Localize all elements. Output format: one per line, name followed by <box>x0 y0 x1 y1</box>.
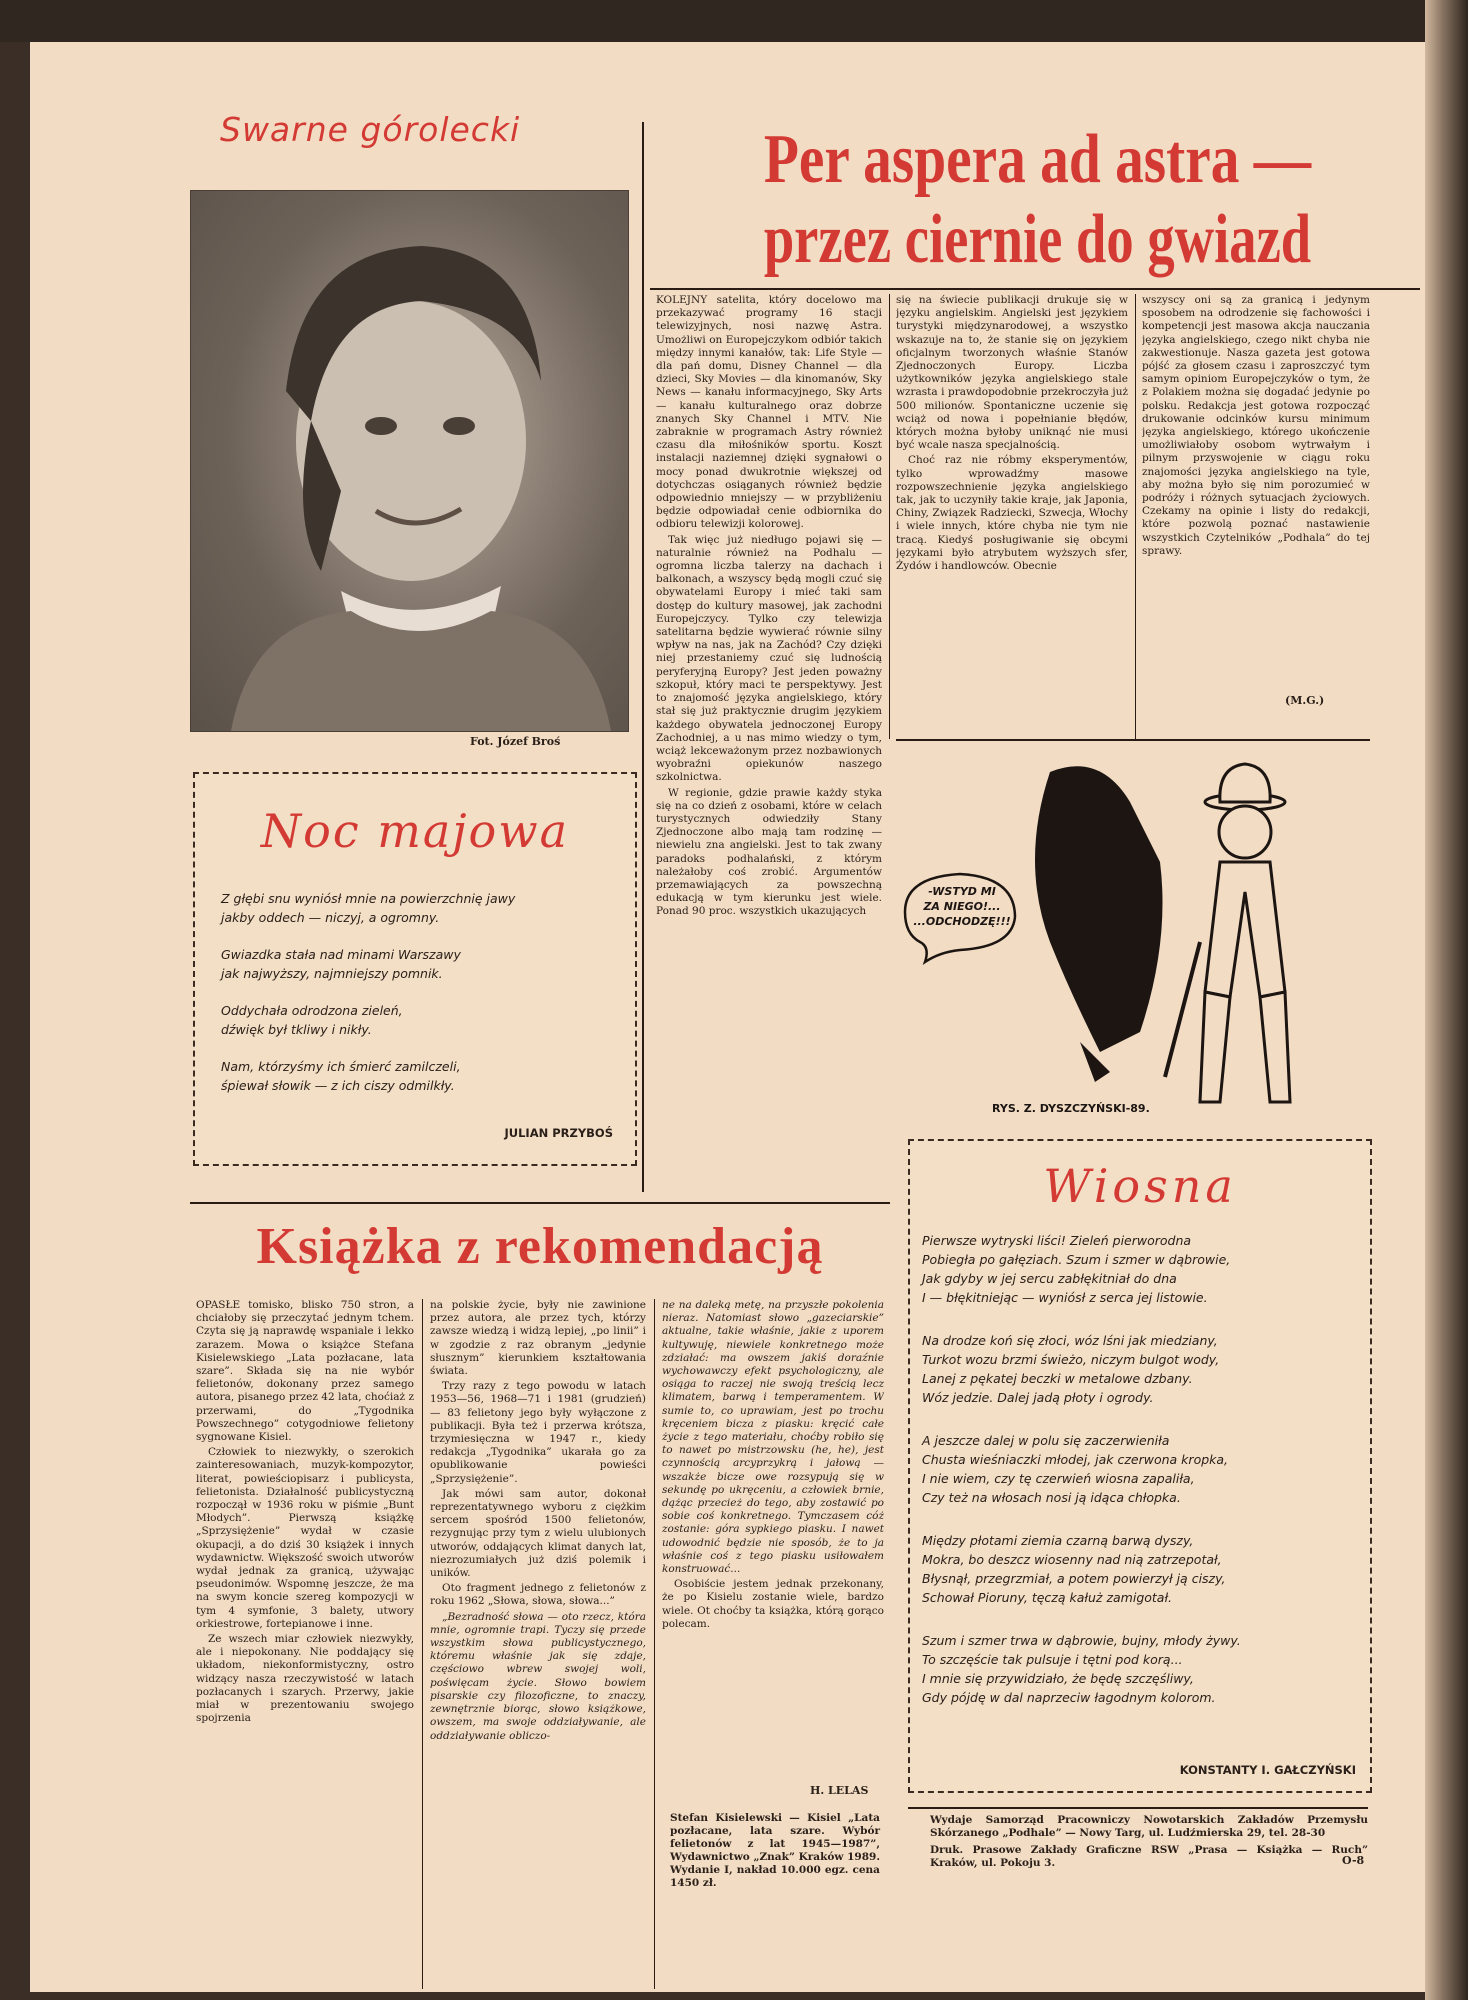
poem-line: Gdy pójdę w dal naprzeciw łagodnym kolorom. <box>922 1690 1216 1705</box>
poem-stanza <box>922 1431 1362 1507</box>
review-column-rule <box>654 1299 655 1989</box>
article-column-1 <box>656 294 882 1199</box>
review-column-2 <box>430 1299 646 1989</box>
poem-stanza <box>922 1531 1362 1607</box>
scan-binding-edge <box>1425 0 1468 2000</box>
poem-line: Chusta wieśniaczki młodej, jak czerwona kropka, <box>922 1452 1229 1467</box>
poem-stanza <box>221 889 621 927</box>
photo-section-title: Swarne górolecki <box>220 110 521 149</box>
article-column-2 <box>896 294 1128 734</box>
poem-line: śpiewał słowik — z ich ciszy odmilkły. <box>221 1078 455 1093</box>
poem-line: Nam, którzyśmy ich śmierć zamilczeli, <box>221 1059 461 1074</box>
paragraph: Człowiek to niezwykły, o szerokich zainteresowaniach, muzyk-kompozytor, literat, powieściopisarz i publicysta, felietonista. Działalność publicystyczną rozpoczął w 1936 roku w piśmie „Bunt Młodych”. Pierwszą książkę „Sprzysiężenie” wydał w czasie okupacji, a do dziś 30 książek i innych wydawnictw. Większość swoich utworów wydał jednak za granicą, używając pseudonimów. Wspomnę jeszcze, że ma na swym koncie szereg kompozycji w tym 4 symfonie, 3 balety, utwory orkiestrowe, fortepianowe i inne. <box>196 1446 414 1630</box>
poem-author: KONSTANTY I. GAŁCZYŃSKI <box>1179 1763 1356 1777</box>
speech-line-2: ZA NIEGO!... <box>923 900 1001 913</box>
paragraph: Oto fragment jednego z felietonów z roku 1962 „Słowa, słowa, słowa...” <box>430 1582 646 1608</box>
poem-line: Schował Pioruny, tęczą kałuż zamigotał. <box>922 1590 1173 1605</box>
paragraph: się na świecie publikacji drukuje się w języku angielskim. Angielski jest językiem turystyki międzynarodowej, a wszystko wskazuje na to, że stanie się on językiem oficjalnym tworzonych właśnie Stanów Zjednoczonych Europy. Liczba użytkowników języka angielskiego stale wzrasta i prawdopodobnie przekroczyła już 500 milionów. Spontaniczne uczenie się wciąż od nowa i popełnianie błędów, których można byłoby uniknąć nie musi być wcale nasza specjalnością. <box>896 294 1128 452</box>
poem-line: Oddychała odrodzona zieleń, <box>221 1003 403 1018</box>
imprint-rule <box>908 1807 1368 1809</box>
poem-line: Pobiegła po gałęziach. Szum i szmer w dąbrowie, <box>922 1252 1231 1267</box>
headline-line-1: Per aspera ad astra — <box>763 121 1312 198</box>
review-column-3 <box>662 1299 884 1779</box>
paragraph: Ze wszech miar człowiek niezwykły, ale i niepokonany. Nie poddający się układom, niekonformistyczny, ostro widzący nasza rzeczywistość w latach pozłacanych i szarych. Przerwy, jakie miał w prezentowaniu swojego spojrzenia <box>196 1633 414 1725</box>
paragraph: W regionie, gdzie prawie każdy styka się na co dzień z osobami, które w celach turystycznych odwiedziły Stany Zjednoczone albo mają tam rodzinę — niewielu zna angielski. Jest to tak zwany paradoks podhalański, z którym należałoby coś zrobić. Argumentów przemawiających za powszechną edukacją w tym kierunku jest wiele. Ponad 90 proc. wszystkich ukazujących <box>656 786 882 918</box>
paragraph: Trzy razy z tego powodu w latach 1953—56, 1968—71 i 1981 (grudzień) — 83 felietony jego były wyłączone z publikacji. Była też i przerwa krótsza, trzymiesięczna w 1947 r., kiedy redakcja „Tygodnika” ukarała go za opublikowanie powieści „Sprzysiężenie”. <box>430 1380 646 1485</box>
poem-line: Między płotami ziemia czarną barwą dyszy, <box>922 1533 1194 1548</box>
poem-title: Noc majowa <box>260 804 570 858</box>
poem-line: jak najwyższy, najmniejszy pomnik. <box>221 966 443 981</box>
review-signature: H. LELAS <box>810 1784 869 1797</box>
poem-line: A jeszcze dalej w polu się zaczerwieniła <box>922 1433 1170 1448</box>
paragraph: „Bezradność słowa — oto rzecz, która mnie, ogromnie trapi. Tyczy się przede wszystkim słowa publicystycznego, któremu właśnie jak się zdaje, częściowo wbrew swojej woli, poświęcam życie. Słowo bowiem pisarskie czy filozoficzne, to znaczy, zewnętrznie biorąc, słowo książkowe, owszem, ma swoje oddziaływanie, ale oddziaływanie obliczo- <box>430 1610 646 1742</box>
poem-box-wiosna <box>908 1139 1372 1793</box>
speech-line-3: ...ODCHODZĘ!!! <box>913 915 1011 928</box>
article-top-rule <box>650 288 1420 290</box>
paragraph: KOLEJNY satelita, który docelowo ma przekazywać programy 16 stacji telewizyjnych, nosi nazwę Astra. Umożliwi on Europejczykom odbiór takich między innymi kanałów, tak: Life Style — dla pań domu, Disney Channel — dla dzieci, Sky Movies — dla kinomanów, Sky News — kanału informacyjnego, Sky Arts — kanału kulturalnego oraz dobrze znanych Sky Channel i MTV. Nie zabraknie w programach Astry również czasu dla miłośników sportu. Koszt instalacji naziemnej dzięki sygnałowi o mocy ponad dwukrotnie większej od dotychczas osiąganych również będzie odpowiednio mniejszy — w przybliżeniu będzie odpowiadał cenie odbiornika do odbioru telewizji kolorowej. <box>656 294 882 531</box>
speech-bubble-text <box>912 884 1012 929</box>
review-top-rule <box>190 1202 890 1204</box>
imprint-printer: Druk. Prasowe Zakłady Graficzne RSW „Prasa — Książka — Ruch” Kraków, ul. Pokoju 3. <box>930 1844 1368 1869</box>
poem-stanza <box>221 945 621 983</box>
review-bibliography: Stefan Kisielewski — Kisiel „Lata pozłacane, lata szare. Wybór felietonów z lat 1945—1987”, Wydawnictwo „Znak” Kraków 1989. Wydanie I, nakład 10.000 egz. cena 1450 zł. <box>670 1812 880 1889</box>
paragraph: ne na daleką metę, na przyszłe pokolenia nieraz. Natomiast słowo „gazeciarskie” aktualne, takie właśnie, jakie z uporem kultywuję, niewiele konkretnego może zdziałać: ma owszem jakiś doraźnie wychowawczy efekt psychologiczny, ale osiąga to raczej nie swoją treścią lecz klimatem, barwą i temperamentem. W sumie to, co uprawiam, jest po trochu kręceniem bicza z piasku: kręcić całe życie z tego materiału, choćby robiło się to nawet po mistrzowsku (he, he), jest czynnością arcyprzykrą i jałową — wszakże bicze owe rozsypują się w sekundę po ukręceniu, a człowiek brnie, dążąc przecież do tego, aby zostawić po sobie coś konkretnego. Tymczasem cóż zostanie: góra sypkiego piasku. I nawet udowodnić będzie nie sposób, że to ja właśnie coś z tego piasku usiłowałem konstruować... <box>662 1299 884 1576</box>
poem-stanza <box>922 1631 1362 1707</box>
poem-line: Lanej z pękatej beczki w metalowe dzbany. <box>922 1371 1193 1386</box>
paragraph: OPASŁE tomisko, blisko 750 stron, a chciałoby się przeczytać jednym tchem. Czyta się ją naprawdę wspaniale i lekko zarazem. Mowa o książce Stefana Kisielewskiego „Lata pozłacane, lata szare”. Składa się na nie wybór felietonów, dokonany przez samego autora, pisanego przez 42 lata, choćiaż z przerwami, do „Tygodnika Powszechnego” cotygodniowe felietony sygnowane Kisiel. <box>196 1299 414 1444</box>
poem-line: Czy też na włosach nosi ją idąca chłopka. <box>922 1490 1181 1505</box>
article-signature: (M.G.) <box>1285 694 1325 707</box>
newspaper-page <box>30 42 1425 1992</box>
paragraph: Tak więc już niedługo pojawi się — naturalnie również na Podhalu — ogromna liczba talerzy na dachach i balkonach, a wszyscy będą mogli czuć się obywatelami Europy i mieć taki sam dostęp do kultury masowej, jak zachodni Europejczycy. Tylko czy telewizja satelitarna będzie wywierać równie silny wpływ na nas, jak na Zachód? Czy dzięki niej przestaniemy czuć się ludnością peryferyjną Europy? Jest jeden poważny szkopuł, który maci te perspektywy. Jest to znajomość języka angielskiego, który stał się już praktycznie drugim językiem każdego obywatela jednoczonej Europy Zachodniej, a u nas mimo wiedzy o tym, wciąż lekceważonym przez nozbawionych wyobraźni opiekunów naszego szkolnictwa. <box>656 533 882 784</box>
article-headline <box>650 120 1425 280</box>
poem-author: JULIAN PRZYBOŚ <box>504 1126 613 1140</box>
imprint-code: O-8 <box>1342 1854 1365 1867</box>
poem-line: Jak gdyby w jej sercu zabłękitniał do dna <box>922 1271 1177 1286</box>
poem-line: jakby oddech — niczyj, a ogromny. <box>221 910 440 925</box>
poem-line: dźwięk był tkliwy i nikły. <box>221 1022 372 1037</box>
poem-line: To szczęście tak pulsuje i tętni pod korą... <box>922 1652 1183 1667</box>
column-divider <box>642 122 644 1192</box>
poem-body <box>922 1231 1362 1731</box>
review-column-rule <box>422 1299 423 1989</box>
poem-line: Na drodze koń się złoci, wóz lśni jak miedziany, <box>922 1333 1218 1348</box>
cartoon-credit: RYS. Z. DYSZCZYŃSKI-89. <box>992 1102 1150 1115</box>
poem-line: Pierwsze wytryski liści! Zieleń pierworodna <box>922 1233 1192 1248</box>
photo-credit: Fot. Józef Broś <box>470 735 561 748</box>
cartoon <box>900 742 1370 1132</box>
review-column-1 <box>196 1299 414 1989</box>
poem-line: Błysnął, przegrzmiał, a potem powierzył ją ciszy, <box>922 1571 1226 1586</box>
paragraph: wszyscy oni są za granicą i jedynym sposobem na odrodzenie się fachowości i kompetencji jest masowa akcja nauczania języka angielskiego, czego nikt chyba nie zakwestionuje. Nasza gazeta jest gotowa pójść za głosem czasu i zaproszczyć tym samym opiniom Europejczyków o tym, że z Polakiem można się dogadać jedynie po polsku. Redakcja jest gotowa rozpocząć drukowanie odcinków kursu minimum języka angielskiego, którego ukończenie umożliwiałoby osobom wytrwałym i pilnym przyswojenie w ciągu roku znajomości języka angielskiego na tyle, aby można było się nim porozumieć w podróży i różnych sytuacjach życiowych. Czekamy na opinie i listy do redakcji, które pozwolą poznać nastawienie wszystkich Czytelników „Podhala” do tej sprawy. <box>1142 294 1370 557</box>
poem-line: Turkot wozu brzmi świeżo, niczym bulgot wody, <box>922 1352 1220 1367</box>
poem-stanza <box>922 1231 1362 1307</box>
poem-line: Z głębi snu wyniósł mnie na powierzchnię jawy <box>221 891 516 906</box>
paragraph: Choć raz nie róbmy eksperymentów, tylko wprowadźmy masowe rozpowszechnienie języka angielskiego tak, jak to uczyniły takie kraje, jak Japonia, Chiny, Związek Radziecki, Szwecja, Włochy i wiele innych, które chyba nie tym nie tracą. Kiedyś posługiwanie się obcymi językami było atrybutem wyższych sfer, Żydów i handlowców. Obecnie <box>896 454 1128 573</box>
cartoon-illustration <box>900 742 1370 1132</box>
paragraph: Osobiście jestem jednak przekonany, że po Kisielu zostanie wiele, bardzo wiele. Ot choćby ta książka, którą gorąco polecam. <box>662 1578 884 1630</box>
poem-stanza <box>221 1057 621 1095</box>
headline-line-2: przez ciernie do gwiazd <box>763 201 1312 278</box>
poem-line: Gwiazdka stała nad minami Warszawy <box>221 947 461 962</box>
review-headline: Książka z rekomendacją <box>256 1218 824 1275</box>
article-column-3 <box>1142 294 1370 689</box>
poem-line: Wóz jedzie. Dalej jadą płoty i ogrody. <box>922 1390 1154 1405</box>
imprint <box>930 1814 1368 1870</box>
poem-line: I nie wiem, czy tę czerwień wiosna zapaliła, <box>922 1471 1195 1486</box>
speech-line-1: -WSTYD MI <box>928 885 996 898</box>
poem-line: I — błękitniejąc — wyniósł z serca jej listowie. <box>922 1290 1208 1305</box>
portrait-illustration <box>191 191 628 731</box>
imprint-publisher: Wydaje Samorząd Pracowniczy Nowotarskich Zakładów Przemysłu Skórzanego „Podhale” — Nowy Targ, ul. Ludźmierska 29, tel. 28-30 <box>930 1814 1368 1839</box>
poem-stanza <box>922 1331 1362 1407</box>
article-column-rule <box>1135 294 1136 739</box>
poem-stanza <box>221 1001 621 1039</box>
poem-body <box>221 889 621 1113</box>
article-bottom-rule <box>896 739 1370 741</box>
paragraph: na polskie życie, były nie zawinione przez autora, ale przez tych, którzy zawsze wiedzą i widzą lepiej, „po linii” i w zgodzie z raz obranym „jedynie słusznym” kierunkiem kształtowania świata. <box>430 1299 646 1378</box>
poem-title: Wiosna <box>1043 1159 1237 1213</box>
portrait-photo <box>190 190 629 732</box>
poem-line: I mnie się przywidziało, że będę szczęśliwy, <box>922 1671 1194 1686</box>
paragraph: Jak mówi sam autor, dokonał reprezentatywnego wyboru z ciężkim sercem spośród 1500 felietonów, rezygnując przy tym z wielu ulubionych utworów, oddających klimat danych lat, niezrozumiałych już dziś polemik i uników. <box>430 1487 646 1580</box>
poem-line: Mokra, bo deszcz wiosenny nad nią zatrzepotał, <box>922 1552 1222 1567</box>
poem-line: Szum i szmer trwa w dąbrowie, bujny, młody żywy. <box>922 1633 1241 1648</box>
poem-box-noc-majowa <box>193 772 637 1166</box>
article-column-rule <box>889 294 890 739</box>
scan-top-edge <box>0 0 1468 42</box>
